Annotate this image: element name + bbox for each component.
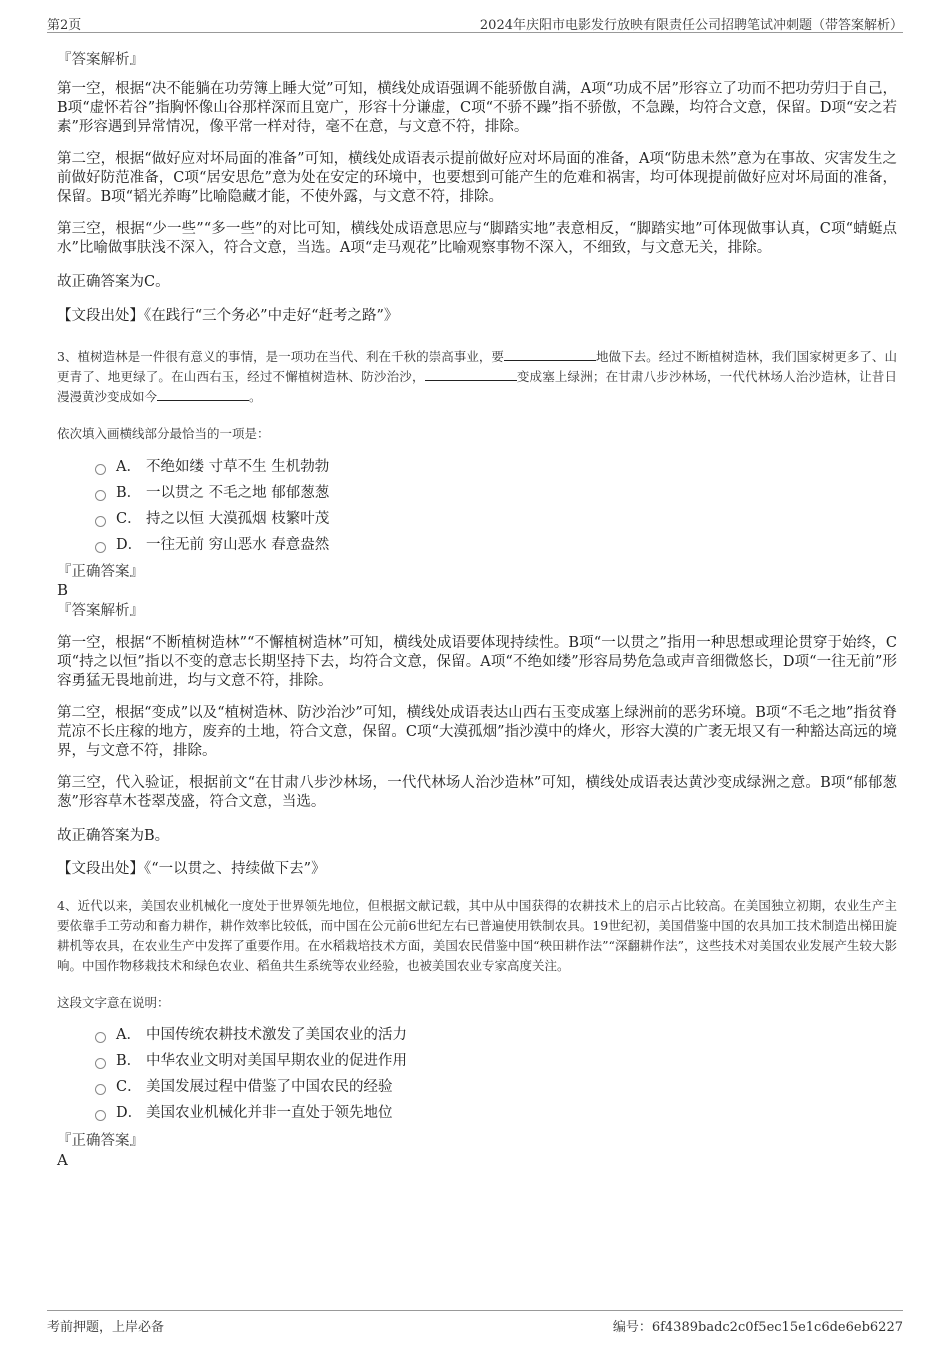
q4-option-d[interactable]: D． 美国农业机械化并非一直处于领先地位 [95,1102,393,1124]
radio-icon[interactable] [95,490,106,501]
radio-icon[interactable] [95,464,106,475]
radio-icon[interactable] [95,1110,106,1121]
radio-icon[interactable] [95,1058,106,1069]
q2-analysis-paragraph-2: 第二空，根据“做好应对坏局面的准备”可知，横线处成语表示提前做好应对坏局面的准备，A项“防患未然”意为在事故、灾害发生之前做好防范准备，C项“居安思危”意为处在安定的环境中，也要想到可能产生的危难和祸害，均可体现提前做好应对坏局面的准备，保留。B项“韬光养晦”比喻隐藏才能，不使外露，与文意不符，排除。 [57,151,897,205]
q3-option-a[interactable]: A． 不绝如缕 寸草不生 生机勃勃 [95,456,329,478]
q3-answer: B [57,581,69,599]
q3-analysis-paragraph-3: 第三空，代入验证，根据前文“在甘肃八步沙林场，一代代林场人治沙造林”可知，横线处成语表达黄沙变成绿洲之意。B项“郁郁葱葱”形容草木苍翠茂盛，符合文意，当选。 [57,775,897,810]
q3-analysis-label: 『答案解析』 [57,603,144,619]
fill-blank-2 [425,368,517,381]
q3-option-d[interactable]: D． 一往无前 穷山恶水 春意盎然 [95,534,329,556]
q4-instruction: 这段文字意在说明： [57,995,170,1010]
radio-icon[interactable] [95,1084,106,1095]
q3-instruction: 依次填入画横线部分最恰当的一项是： [57,426,270,441]
q3-analysis-paragraph-1: 第一空，根据“不断植树造林”“不懈植树造林”可知，横线处成语要体现持续性。B项“一以贯之”指用一种思想或理论贯穿于始终，C项“持之以恒”指以不变的意志长期坚持下去，均符合文意，保留。A项“不绝如缕”形容局势危急或声音细微悠长，D项“一往无前”形容勇猛无畏地前进，均与文意不符，排除。 [57,635,897,689]
q4-answer-label: 『正确答案』 [57,1133,144,1149]
radio-icon[interactable] [95,542,106,553]
q3-option-c[interactable]: C． 持之以恒 大漠孤烟 枝繁叶茂 [95,508,329,530]
page-number: 第2页 [47,18,82,33]
q3-analysis-paragraph-2: 第二空，根据“变成”以及“植树造林、防沙治沙”可知，横线处成语表达山西右玉变成塞上绿洲前的恶劣环境。B项“不毛之地”指贫脊荒凉不长庄稼的地方，废弃的土地，符合文意，保留。C项“大漠孤烟”指沙漠中的烽火，形容大漠的广袤无垠又有一种豁达高远的境界，与文意不符，排除。 [57,705,897,759]
q2-analysis-paragraph-3: 第三空，根据“少一些”“多一些”的对比可知，横线处成语意思应与“脚踏实地”表意相反，“脚踏实地”可体现做事认真，C项“蜻蜓点水”比喻做事肤浅不深入，符合文意，当选。A项“走马观花”比喻观察事物不深入，不细致，与文意无关，排除。 [57,221,897,256]
radio-icon[interactable] [95,1032,106,1043]
document-title: 2024年庆阳市电影发行放映有限责任公司招聘笔试冲刺题（带答案解析） [479,18,903,33]
radio-icon[interactable] [95,516,106,527]
q3-conclusion: 故正确答案为B。 [57,828,170,844]
q4-option-c[interactable]: C． 美国发展过程中借鉴了中国农民的经验 [95,1076,393,1098]
q2-analysis-paragraph-1: 第一空，根据“决不能躺在功劳簿上睡大觉”可知，横线处成语强调不能骄傲自满，A项“功成不居”形容立了功而不把功劳归于自己，B项“虚怀若谷”指胸怀像山谷那样深而且宽广，形容十分谦虚，C项“不骄不躁”指不骄傲，不急躁，均符合文意，保留。D项“安之若素”形容遇到异常情况，像平常一样对待，毫不在意，与文意不符，排除。 [57,81,897,135]
q3-option-b[interactable]: B． 一以贯之 不毛之地 郁郁葱葱 [95,482,329,504]
fill-blank-3 [157,388,249,401]
page-header [47,12,903,33]
footer-slogan: 考前押题，上岸必备 [47,1320,165,1335]
q2-conclusion: 故正确答案为C。 [57,274,170,290]
q2-analysis-label: 『答案解析』 [57,52,144,68]
q4-question-text: 4、近代以来，美国农业机械化一度处于世界领先地位，但根据文献记载，其中从中国获得的农耕技术上的启示占比较高。在美国独立初期，农业生产主要依靠手工劳动和畜力耕作，耕作效率比较低，而中国在公元前6世纪左右已普遍使用铁制农具。19世纪初，美国借鉴中国的农具加工技术制造出梯田旋耕机等农具，在农业生产中发挥了重要作用。在水稻栽培技术方面，美国农民借鉴中国“秧田耕作法”“深翻耕作法”，这些技术对美国农业发展产生较大影响。中国作物移栽技术和绿色农业、稻鱼共生系统等农业经验，也被美国农业专家高度关注。 [57,898,897,973]
fill-blank-1 [504,348,596,361]
q4-answer: A [57,1151,68,1169]
q4-option-b[interactable]: B． 中华农业文明对美国早期农业的促进作用 [95,1050,407,1072]
q4-option-a[interactable]: A． 中国传统农耕技术激发了美国农业的活力 [95,1024,407,1046]
q3-source: 【文段出处】《“一以贯之、持续做下去”》 [57,861,326,877]
document-id: 编号：6f4389badc2c0f5ec15e1c6de6eb6227 [612,1320,903,1335]
page-footer [47,1310,903,1335]
q3-answer-label: 『正确答案』 [57,564,144,580]
q3-question-text: 3、植树造林是一件很有意义的事情，是一项功在当代、利在千秋的崇高事业，要 地做下去。经过不断植树造林，我们国家树更多了、山更青了、地更绿了。在山西右玉，经过不懈植树造林、防沙治沙， 变成塞上绿洲；在甘肃八步沙林场，一代代林场人治沙造林，让昔日漫漫黄沙变成如今 。 [57,349,897,404]
q2-source: 【文段出处】《在践行“三个务必”中走好“赶考之路”》 [57,308,399,324]
